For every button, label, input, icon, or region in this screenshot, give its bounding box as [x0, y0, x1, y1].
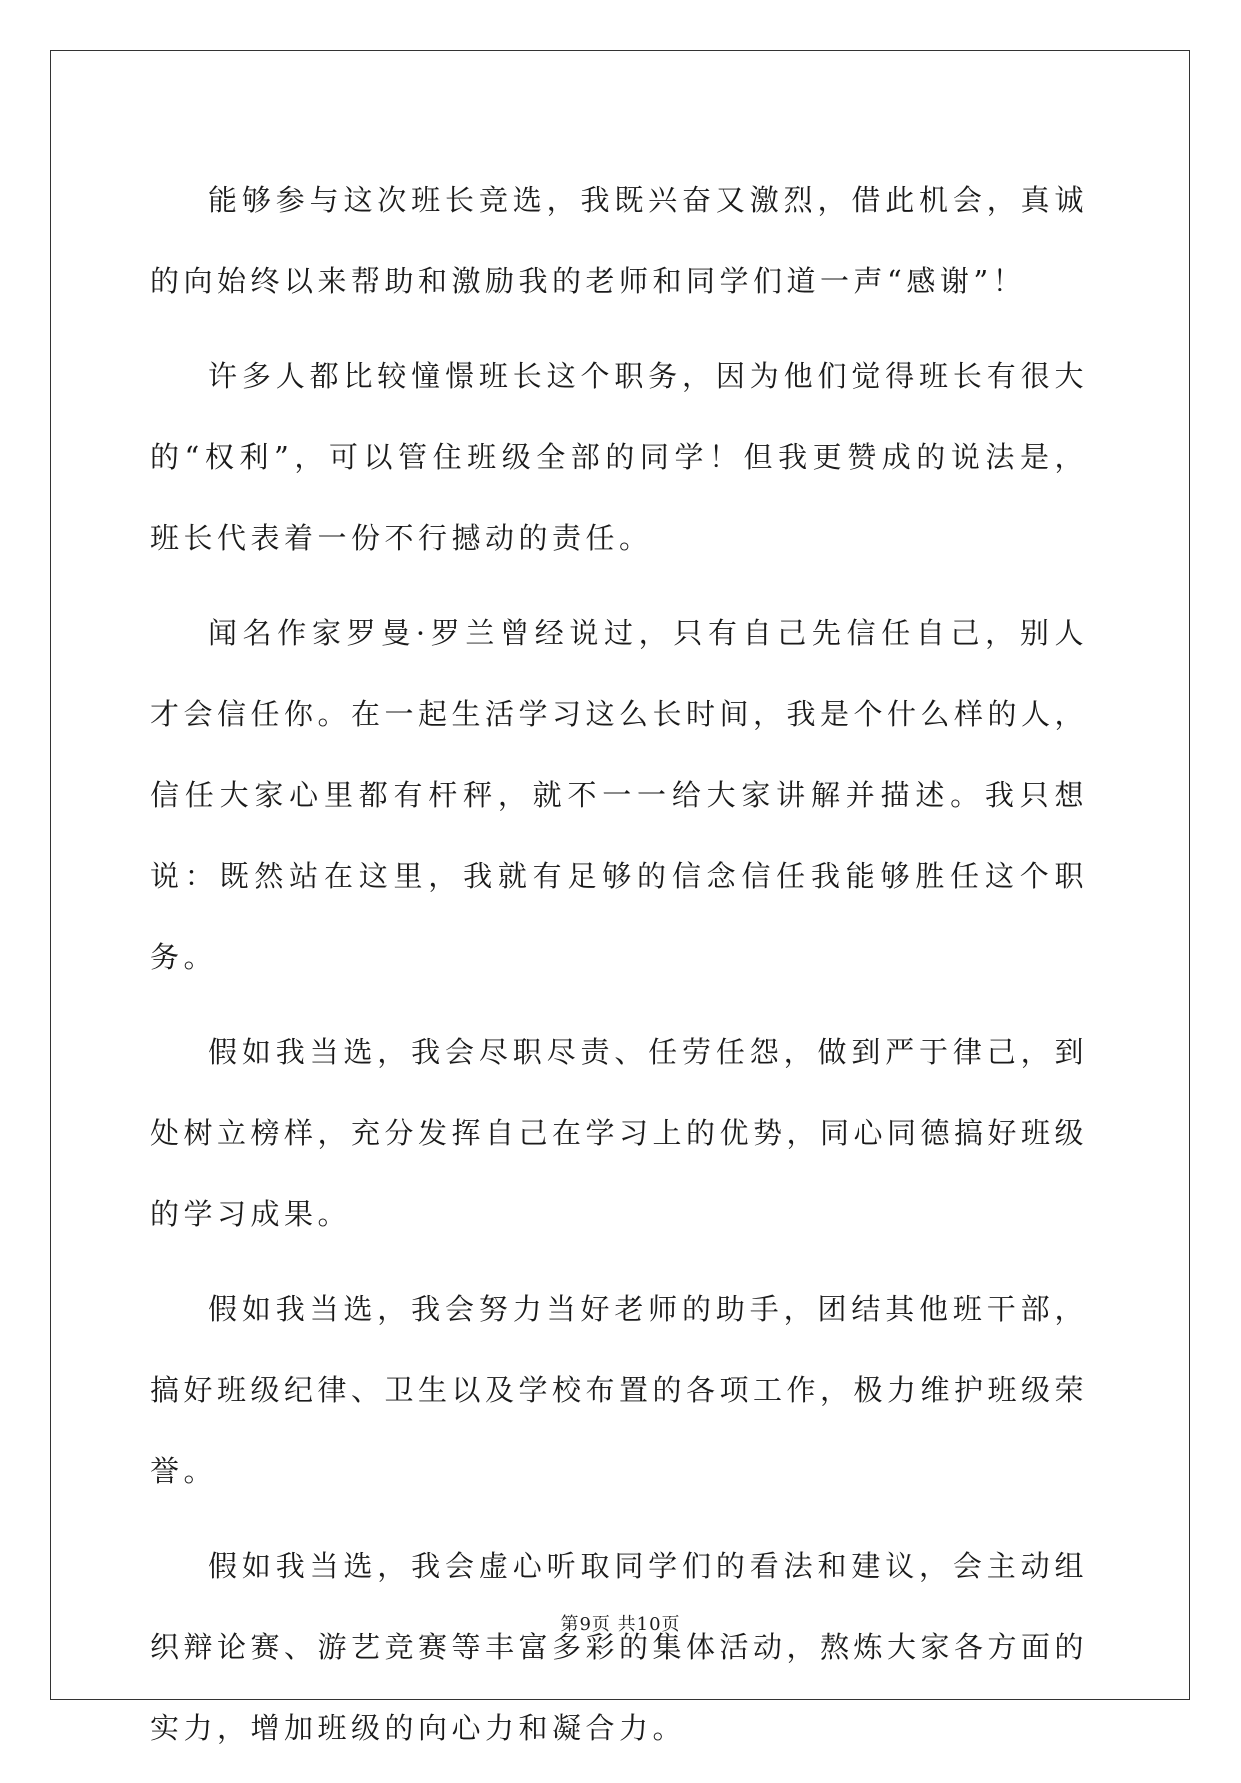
document-body: [150, 160, 1088, 1783]
paragraph-4: 假如我当选，我会尽职尽责、任劳任怨，做到严于律己，到处树立榜样，充分发挥自己在学习上的优势，同心同德搞好班级的学习成果。: [150, 1035, 1089, 1231]
paragraph-2: 许多人都比较憧憬班长这个职务，因为他们觉得班长有很大的“权利”，可以管住班级全部的同学！但我更赞成的说法是，班长代表着一份不行撼动的责任。: [150, 359, 1088, 555]
paragraph-1: 能够参与这次班长竞选，我既兴奋又激烈，借此机会，真诚的向始终以来帮助和激励我的老师和同学们道一声“感谢”！: [150, 183, 1088, 298]
paragraph-5: 假如我当选，我会努力当好老师的助手，团结其他班干部，搞好班级纪律、卫生以及学校布置的各项工作，极力维护班级荣誉。: [150, 1292, 1089, 1488]
paragraph-3: 闻名作家罗曼·罗兰曾经说过，只有自己先信任自己，别人才会信任你。在一起生活学习这么长时间，我是个什么样的人，信任大家心里都有杆秤，就不一一给大家讲解并描述。我只想说：既然站在这里，我就有足够的信念信任我能够胜任这个职务。: [150, 616, 1089, 974]
page-number-footer: 第9页 共10页: [560, 1614, 681, 1635]
paragraph-6: 假如我当选，我会虚心听取同学们的看法和建议，会主动组织辩论赛、游艺竞赛等丰富多彩的集体活动，熬炼大家各方面的实力，增加班级的向心力和凝合力。: [150, 1549, 1089, 1745]
